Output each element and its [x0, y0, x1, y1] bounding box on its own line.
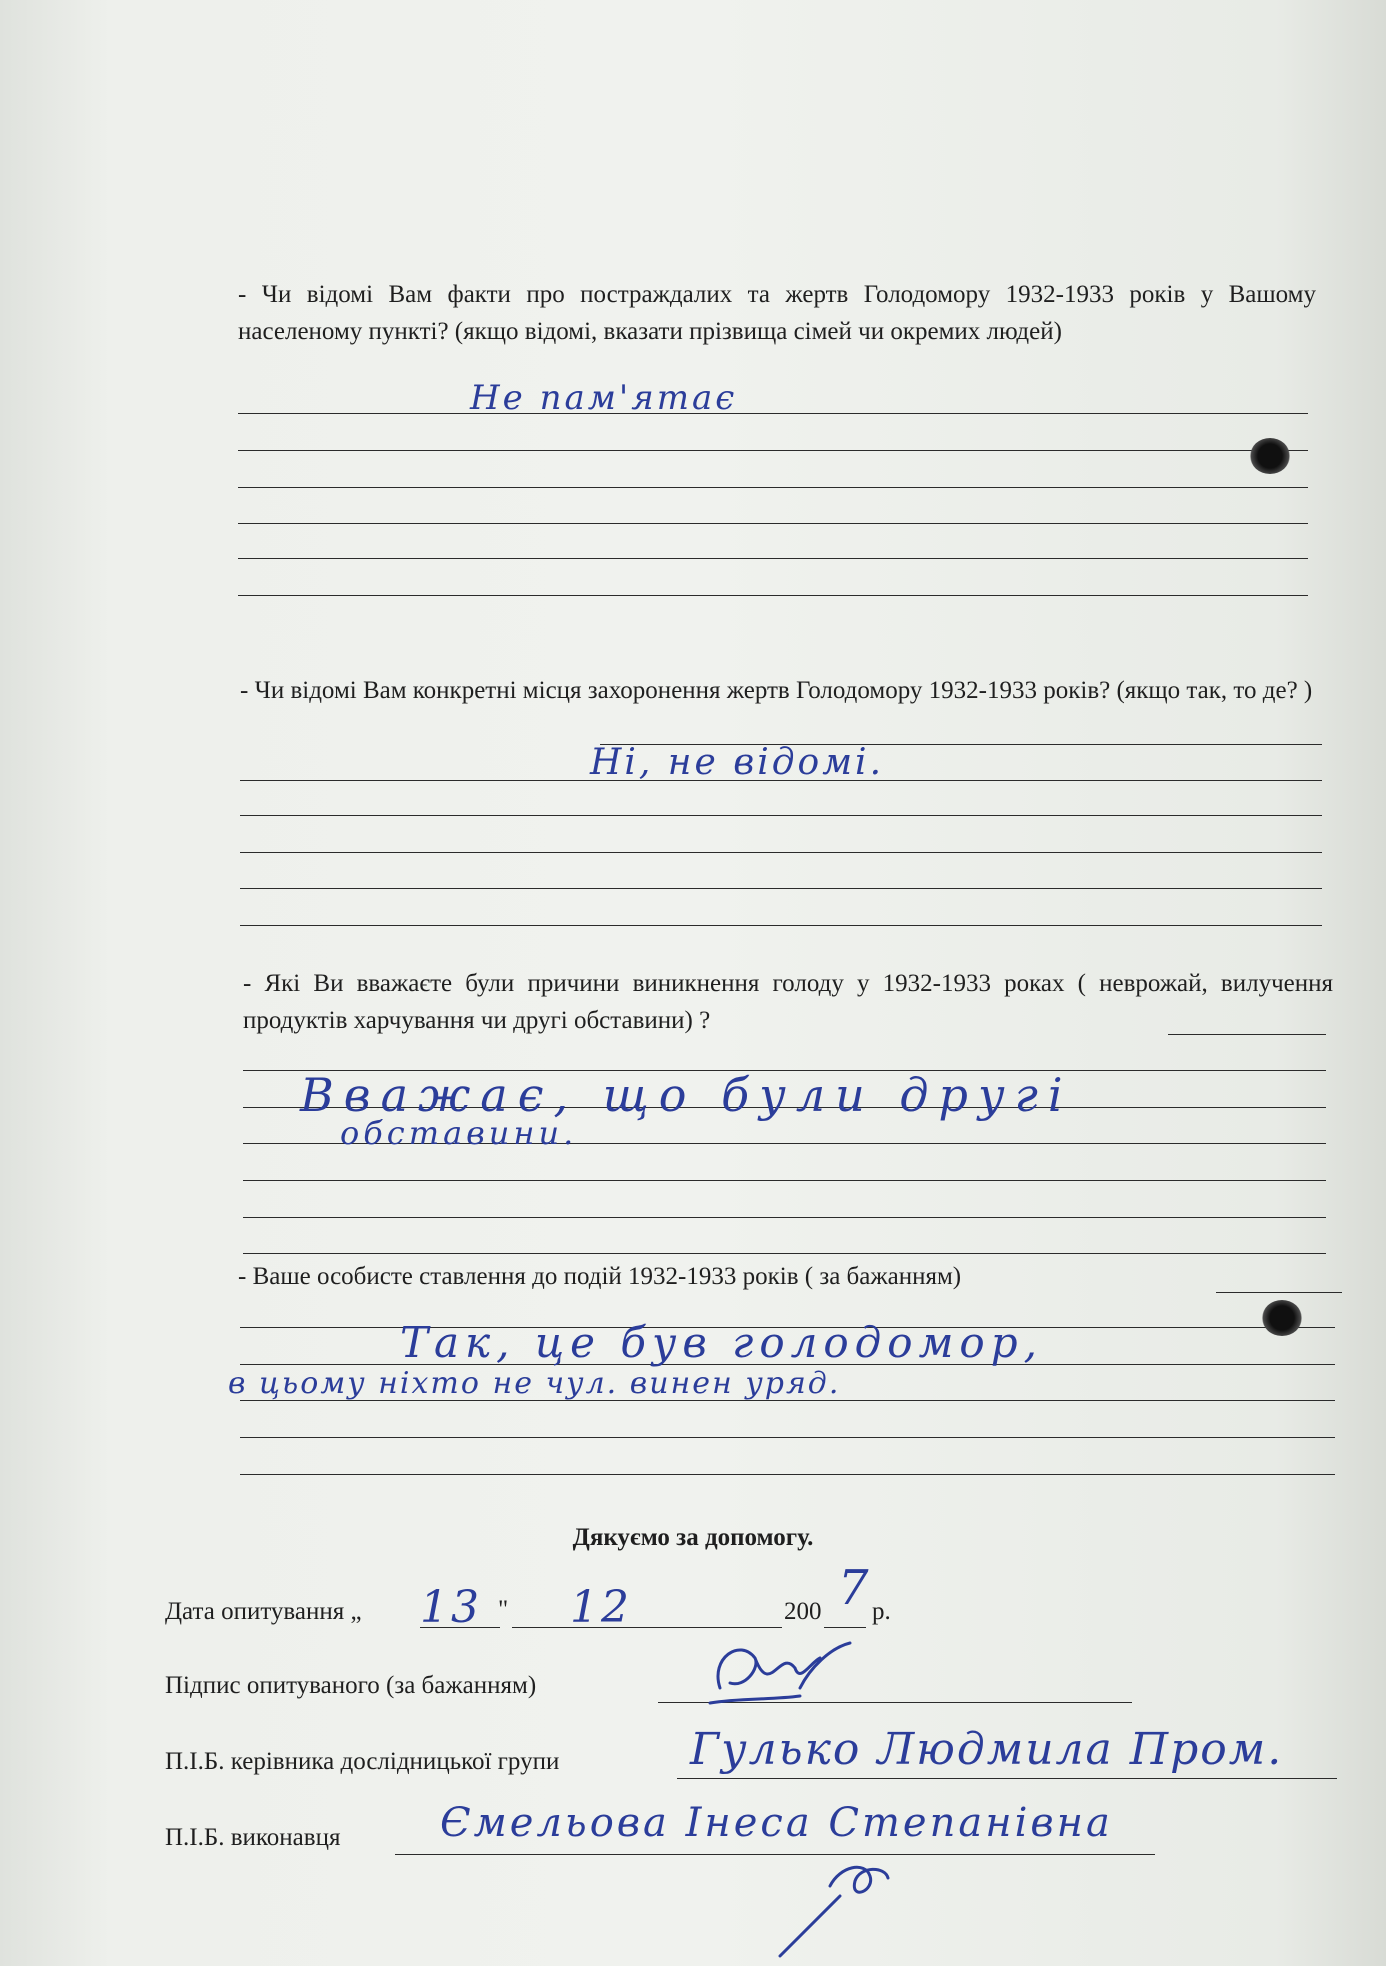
answer-line: [243, 1217, 1326, 1218]
date-quote-close: ": [498, 1596, 509, 1623]
question-3: - Які Ви вважаєте були причини виникнення голоду у 1932-1933 роках ( неврожай, вилучення продуктів харчування чи другі обставини) ?: [243, 970, 1333, 1034]
date-suffix: р.: [872, 1598, 891, 1625]
answer-line: [243, 1180, 1326, 1181]
question-2: - Чи відомі Вам конкретні місця захоронення жертв Голодомору 1932-1933 років? (якщо так, то де? ): [240, 677, 1313, 704]
answer-4-line-1: Так, це був голодомор,: [400, 1318, 1043, 1367]
punch-hole: [1262, 1300, 1302, 1336]
answer-line: [1168, 1034, 1326, 1035]
answer-1-line-1: Не пам'ятає: [470, 378, 738, 418]
date-day: 13: [420, 1582, 482, 1633]
answer-line: [240, 1474, 1335, 1475]
answer-line: [240, 925, 1322, 926]
executor-name: Ємельова Інеса Степанівна: [440, 1800, 1113, 1846]
answer-line: [240, 852, 1322, 853]
question-1: - Чи відомі Вам факти про постраждалих та жертв Голодомору 1932-1933 років у Вашому населеному пункті? (якщо відомі, вказати прізвища сімей чи окремих людей): [238, 281, 1316, 345]
answer-2-line-1: Ні, не відомі.: [590, 742, 885, 783]
respondent-signature: [700, 1628, 860, 1718]
answer-3-line-2: обставини.: [340, 1114, 578, 1152]
answer-line: [1216, 1292, 1342, 1293]
executor-label: П.І.Б. виконавця: [165, 1824, 341, 1851]
date-quote-open: „: [350, 1598, 362, 1625]
question-4: - Ваше особисте ставлення до подій 1932-1933 років ( за бажанням): [238, 1263, 962, 1290]
answer-line: [240, 815, 1322, 816]
answer-line: [238, 523, 1308, 524]
answer-line: [240, 888, 1322, 889]
group-leader-label: П.І.Б. керівника дослідницької групи: [165, 1748, 560, 1775]
signature-label: Підпис опитуваного (за бажанням): [165, 1672, 537, 1699]
answer-line: [238, 487, 1308, 488]
answer-line: [240, 1437, 1335, 1438]
answer-line: [238, 450, 1308, 451]
answer-line: [238, 413, 1308, 414]
punch-hole: [1250, 438, 1290, 474]
answer-line: [243, 1253, 1326, 1254]
date-year-prefix: 200: [784, 1598, 822, 1625]
answer-line: [240, 780, 1322, 781]
survey-date-label: [165, 1598, 362, 1626]
answer-line: [238, 558, 1308, 559]
survey-date-text: Дата опитування: [165, 1598, 345, 1625]
date-month: 12: [570, 1582, 632, 1633]
answer-line: [238, 595, 1308, 596]
group-leader-name: Гулько Людмила Пром.: [690, 1724, 1284, 1775]
answer-4-line-2: в цьому ніхто не чул. винен уряд.: [228, 1366, 841, 1401]
thanks-line: Дякуємо за допомогу.: [572, 1524, 814, 1551]
date-year: 7: [838, 1560, 872, 1616]
group-leader-line: [677, 1778, 1337, 1779]
answer-3-line-1: Вважає, що були другі: [300, 1068, 1073, 1122]
executor-signature: [770, 1856, 900, 1966]
executor-line: [395, 1854, 1155, 1855]
